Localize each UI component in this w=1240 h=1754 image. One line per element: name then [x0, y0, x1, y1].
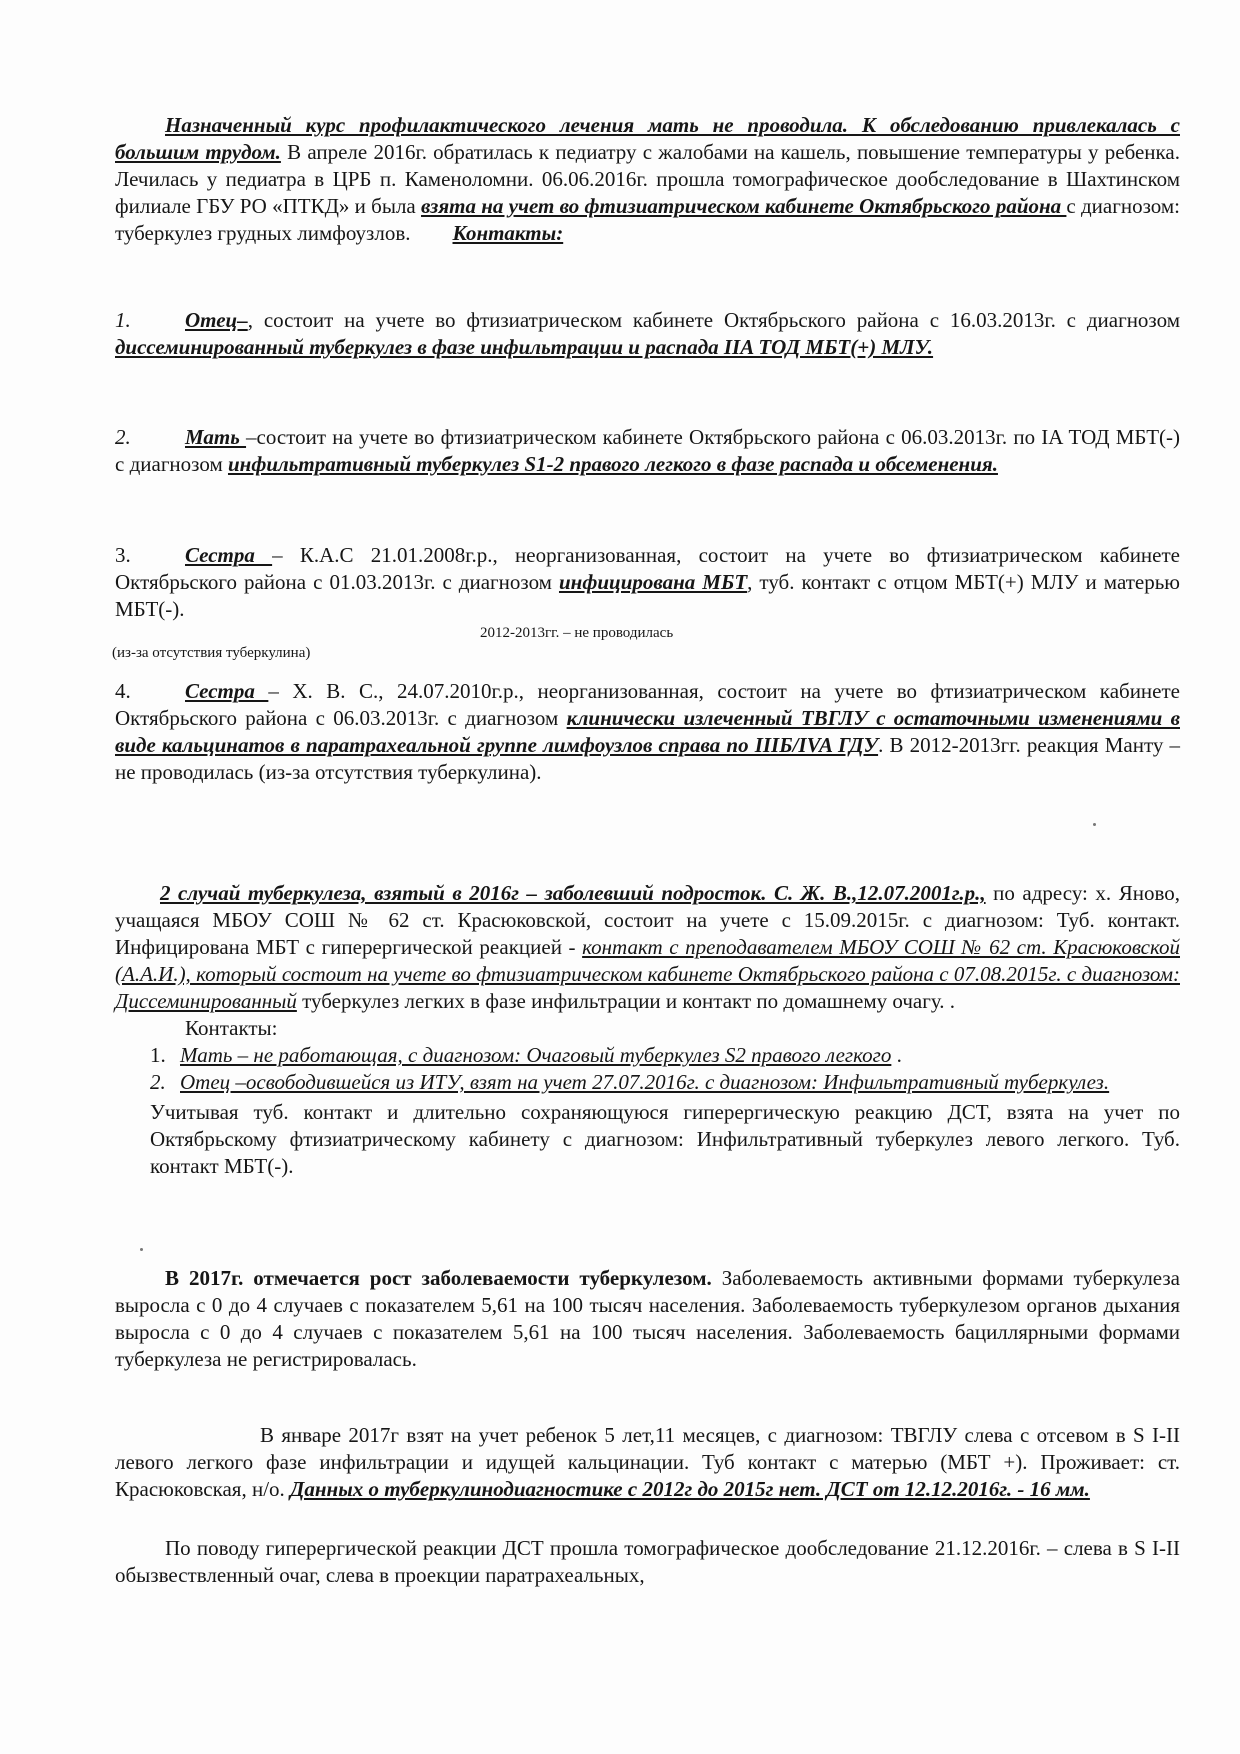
scan-speck	[1093, 823, 1096, 826]
last-paragraph-text: По поводу гиперергической реакции ДСТ прошла томографическое дообследование 21.12.2016г. – слева в S I-II обызвествленный очаг, слева в проекции паратрахеальных,	[115, 1536, 1180, 1587]
intro-text-a: В апреле 2016г. обратилась к педиатру с жалобами на кашель, повышение температуры у ребенка. Лечилась у педиатра в ЦРБ п. Каменоломни. 06.06.2016г. прошла томографическое дообследование в Шахтинском филиале ГБУ РО «ПТКД» и была	[115, 140, 1180, 218]
last-paragraph	[115, 1535, 1180, 1589]
case-2-item-1	[115, 1042, 1180, 1069]
case-2-contact: контакт с преподавателем МБОУ СОШ № 62 ст. Красюковской (А.А.И.), который состоит на учете во фтизиатрическом кабинете Октябрьского района с 07.08.2015г. с диагнозом: Диссеминированный	[115, 935, 1180, 1013]
case-2-heading: 2 случай туберкулеза, взятый в 2016г – заболевший подросток. С. Ж. В.,12.07.2001г.р.,	[160, 881, 986, 905]
year-2017-bold: В 2017г. отмечается рост заболеваемости туберкулезом.	[165, 1266, 712, 1290]
contact-1-number: 1.	[115, 308, 131, 332]
contact-3	[112, 542, 1180, 663]
case-2-item-1-number: 1.	[150, 1043, 166, 1067]
contact-1-text: , состоит на учете во фтизиатрическом кабинете Октябрьского района с 16.03.2013г. с диагнозом	[247, 308, 1180, 332]
case-2	[115, 880, 1180, 1180]
contact-1-diagnosis: диссеминированный туберкулез в фазе инфильтрации и распада IIA ТОД МБТ(+) МЛУ.	[115, 335, 934, 359]
contact-4-text-b: . В 2012-2013гг. реакция Манту – не проводилась (из-за отсутствия туберкулина).	[115, 733, 1180, 784]
case-2-item-2-number: 2.	[150, 1070, 166, 1094]
intro-bold: Назначенный курс профилактического лечения мать не проводила. К обследованию привлекалась с большим трудом.	[115, 113, 1180, 164]
case-2-text-b: туберкулез легких в фазе инфильтрации и контакт по домашнему очагу. .	[296, 989, 956, 1013]
contact-3-note-center: 2012-2013гг. – не проводилась	[480, 625, 674, 641]
case-2-item-1-text: Мать – не работающая, с диагнозом: Очаговый туберкулез S2 правого легкого	[180, 1043, 892, 1067]
contact-2-who: Мать	[185, 425, 247, 449]
contacts-heading: Контакты:	[452, 221, 564, 245]
january-2017-text: В январе 2017г взят на учет ребенок 5 лет,11 месяцев, с диагнозом: ТВГЛУ слева с отсевом в S I-II левого легкого фазе инфильтрации и идущей кальцинации. Туб контакт с матерью (МБТ +). Проживает: ст. Красюковская, н/о.	[115, 1423, 1180, 1501]
contact-4-who: Сестра	[185, 679, 269, 703]
case-2-item-2	[115, 1069, 1180, 1096]
contact-3-text: – К.А.С 21.01.2008г.р., неорганизованная, состоит на учете во фтизиатрическом кабинете Октябрьского района с 01.03.2013г. с диагнозом	[115, 543, 1180, 594]
contact-4	[115, 678, 1180, 786]
year-2017-paragraph	[115, 1265, 1180, 1373]
contact-3-diagnosis: инфицирована МБТ	[558, 570, 748, 594]
contact-1	[115, 307, 1180, 361]
contact-4-text: – Х. В. С., 24.07.2010г.р., неорганизованная, состоит на учете во фтизиатрическом кабинете Октябрьского района с 06.03.2013г. с диагнозом	[115, 679, 1180, 730]
contact-4-number: 4.	[115, 679, 131, 703]
intro-paragraph	[115, 112, 1180, 247]
contact-2-text: –состоит на учете во фтизиатрическом кабинете Октябрьского района с 06.03.2013г. по IA ТОД МБТ(-) с диагнозом	[115, 425, 1181, 476]
contact-3-text-b: , туб. контакт с отцом МБТ(+) МЛУ и матерью МБТ(-).	[115, 570, 1180, 621]
scan-speck	[140, 1248, 143, 1251]
contact-4-diagnosis: клинически излеченный ТВГЛУ с остаточными изменениями в виде кальцинатов в паратрахеальной группе лимфоузлов справа по IIIБ/IVA ГДУ	[115, 706, 1180, 757]
january-2017-bold: Данных о туберкулинодиагностике с 2012г до 2015г нет. ДСТ от 12.12.2016г. - 16 мм.	[290, 1477, 1090, 1501]
registered-bold: взята на учет во фтизиатрическом кабинете Октябрьского района	[421, 194, 1067, 218]
january-2017-paragraph	[115, 1422, 1180, 1503]
contact-2-diagnosis: инфильтративный туберкулез S1-2 правого легкого в фазе распада и обсеменения.	[227, 452, 998, 476]
intro-text-b: с диагнозом: туберкулез грудных лимфоузлов.	[115, 194, 1180, 245]
contact-2	[115, 424, 1180, 478]
contact-3-note-left: (из-за отсутствия туберкулина)	[112, 645, 311, 661]
year-2017-text: Заболеваемость активными формами туберкулеза выросла с 0 до 4 случаев с показателем 5,61 на 100 тысяч населения. Заболеваемость туберкулезом органов дыхания выросла с 0 до 4 случаев с показателем 5,61 на 100 тысяч населения. Заболеваемость бациллярными формами туберкулеза не регистрировалась.	[115, 1266, 1180, 1371]
case-2-text-a: по адресу: х. Яново, учащаяся МБОУ СОШ № 62 ст. Красюковской, состоит на учете с 15.09.2015г. с диагнозом: Туб. контакт. Инфицирована МБТ с гиперергической реакцией -	[115, 881, 1180, 959]
contact-2-number: 2.	[115, 425, 131, 449]
case-2-conclusion: Учитывая туб. контакт и длительно сохраняющуюся гиперергическую реакцию ДСТ, взята на учет по Октябрьскому фтизиатрическому кабинету с диагнозом: Инфильтративный туберкулез левого легкого. Туб. контакт МБТ(-).	[150, 1100, 1180, 1178]
contact-1-who: Отец–	[185, 308, 248, 332]
contact-3-who: Сестра	[185, 543, 273, 567]
case-2-contacts-label: Контакты:	[185, 1016, 278, 1040]
case-2-item-2-text: Отец –освободившейся из ИТУ, взят на учет 27.07.2016г. с диагнозом: Инфильтративный туберкулез.	[180, 1070, 1110, 1094]
case-2-item-1-end: .	[891, 1043, 902, 1067]
contact-3-number: 3.	[115, 543, 131, 567]
